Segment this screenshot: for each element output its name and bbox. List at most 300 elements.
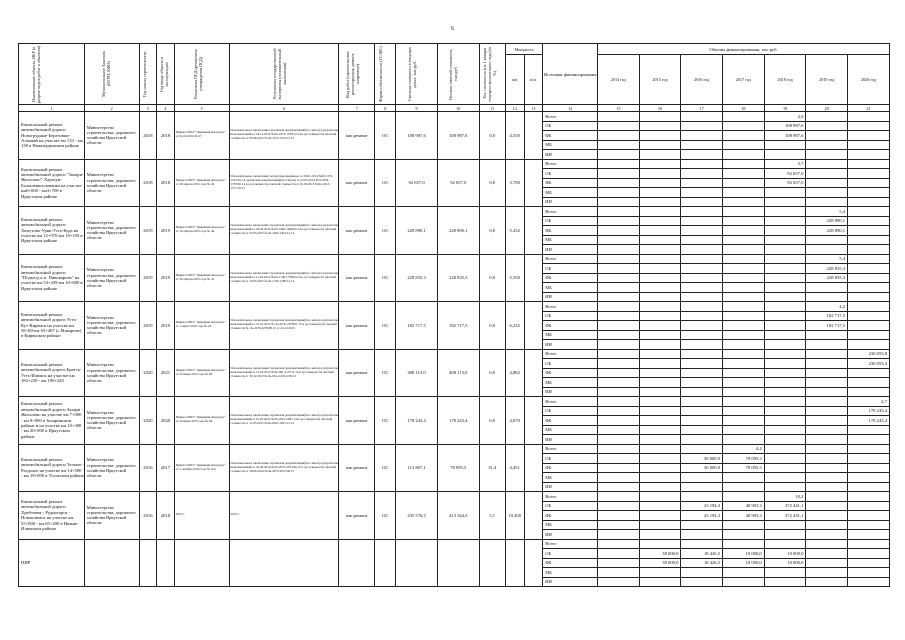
funding-value [764,368,806,378]
funding-value [806,454,848,464]
object-year-end: 2018 [157,159,175,207]
source-label: ФБ [543,178,598,188]
funding-value [723,321,765,331]
object-cap-km: 4,550 [505,112,524,160]
funding-value [848,444,890,454]
funding-value: 4,4 [723,444,765,454]
funding-value [681,416,723,426]
funding-value [764,463,806,473]
funding-value [848,425,890,435]
funding-value [639,207,681,217]
funding-value [639,435,681,445]
funding-value [723,330,765,340]
header-name: Наименование объекта, ИБР (в разрезе видов работ и объектов) [19,44,85,105]
object-row [19,397,890,407]
funding-value [723,368,765,378]
funding-value [598,349,640,359]
column-number: 1 [19,105,85,112]
funding-value [723,492,765,502]
object-year-start: 2020 [139,349,157,397]
object-remaining: 178 243,4 [437,397,479,445]
funding-value [639,406,681,416]
header-year-start: Год начала строительства [139,44,157,105]
source-label: ОБ [543,454,598,464]
funding-value [598,492,640,502]
funding-value [639,492,681,502]
funding-value [806,577,848,587]
object-cap-pm [524,492,543,540]
object-estimate: 228 890,1 [396,207,438,255]
funding-value [639,188,681,198]
funding-value [681,340,723,350]
funding-value [806,330,848,340]
funding-value: 5,4 [806,207,848,217]
funding-value [681,216,723,226]
object-work-type: кап.ремонт [339,492,375,540]
funding-value [806,159,848,169]
object-cap-km: 4,670 [505,397,524,445]
funding-value [764,216,806,226]
object-year-end: 2019 [157,254,175,302]
funding-value [764,292,806,302]
funding-value [639,444,681,454]
funding-value [806,340,848,350]
funding-value: 92 657,0 [764,178,806,188]
object-cap-km: 4,882 [505,349,524,397]
funding-value [639,368,681,378]
funding-value [681,577,723,587]
header-year-2014: 2014 год [598,55,640,105]
object-customer: Министерство строительства, дорожного хозяйства Иркутской области [84,444,139,492]
funding-value [681,568,723,578]
funding-value [848,226,890,236]
funding-value [806,235,848,245]
funding-value: 178 243,4 [848,406,890,416]
object-customer: Министерство строительства, дорожного хозяйства Иркутской области [84,349,139,397]
header-cap-pm: п.м. [524,55,543,105]
funding-value [723,577,765,587]
header-year-end: Год ввода объекта в эксплуатацию [157,44,175,105]
funding-value [639,178,681,188]
funding-value [639,454,681,464]
object-cap-km: 5,350 [505,254,524,302]
funding-value [764,397,806,407]
header-funding: Объемы финансирования, тыс.руб. [598,44,890,55]
column-number: 3 [139,105,157,112]
funding-value [639,245,681,255]
funding-value [764,425,806,435]
funding-value [723,482,765,492]
object-remaining: 228 890,1 [437,207,479,255]
funding-value [598,511,640,521]
funding-value [723,226,765,236]
source-label: ИИ [543,292,598,302]
object-year-end: 2017 [157,444,175,492]
header-year-2020: 2020 год [848,55,890,105]
funding-value [723,435,765,445]
funding-value [723,207,765,217]
funding-value [598,549,640,559]
funding-value [598,131,640,141]
funding-value [681,359,723,369]
funding-value [598,387,640,397]
funding-value [848,558,890,568]
funding-value [764,387,806,397]
source-label: Всего [543,254,598,264]
object-expertise: Положительное заключение: проектная документация(без сметы) и результаты инж.изысканий от 11.02.2014 №Ла-1740-1738/04.14 и достоверности сметной стоимости от 16.04.2015 №Ла-1740-1780/12.14 [229,254,339,302]
funding-value [681,311,723,321]
funding-value [598,150,640,160]
funding-value: 230 053,4 [848,359,890,369]
object-year-start: 2018 [139,159,157,207]
funding-value [848,568,890,578]
object-psd: 2016 г. [174,492,229,540]
source-label: ОБ [543,501,598,511]
funding-value [848,530,890,540]
source-label: ИИ [543,577,598,587]
funding-value [848,473,890,483]
funding-value [848,549,890,559]
object-psd: Приказ ОГКУ "Дирекция автодорог" от 28 апреля 2015 года № 43 [174,254,229,302]
object-form [375,539,396,587]
funding-value [848,121,890,131]
funding-value: 372 441,1 [764,511,806,521]
funding-value: 30 000,0 [681,454,723,464]
funding-value [848,321,890,331]
object-cap-pm [524,207,543,255]
header-year-2018: 2018 год [764,55,806,105]
object-estimate: 108 987,6 [396,112,438,160]
object-estimate: 435 576,5 [396,492,438,540]
source-label: ОБ [543,406,598,416]
object-year-end: 2019 [157,302,175,350]
funding-value: 228 890,1 [806,226,848,236]
funding-value [723,416,765,426]
funding-value [598,359,640,369]
funding-value [723,520,765,530]
funding-value [598,416,640,426]
object-form: ОС [375,349,396,397]
funding-value: 78 095,5 [723,454,765,464]
source-label: Всего [543,444,598,454]
funding-value [639,511,681,521]
funding-value [764,150,806,160]
funding-value [848,131,890,141]
funding-value [848,216,890,226]
funding-value [848,435,890,445]
object-cap-km: 3,700 [505,159,524,207]
funding-value [806,178,848,188]
object-row [19,349,890,359]
funding-value [723,387,765,397]
object-cap-km [505,539,524,587]
funding-value: 10 000,0 [723,549,765,559]
funding-value [764,435,806,445]
funding-value [639,264,681,274]
funding-value [598,530,640,540]
funding-value [764,378,806,388]
object-cap-pm [524,539,543,587]
object-readiness: 0,0 [479,302,505,350]
object-name: Капитальный ремонт автомобильной дороги Хомутово-Урик-Усть-Куда на участке км 12+970-км 18+100 в Иркутском районе [19,207,85,255]
funding-value: 228 890,1 [806,216,848,226]
header-year-2017: 2017 год [723,55,765,105]
object-readiness: 0,0 [479,254,505,302]
source-label: ИИ [543,340,598,350]
funding-value [848,539,890,549]
funding-value [639,340,681,350]
object-name: Капитальный ремонт автомобильной дороги Тельма-Раздолье на участке км 14+500 - км 19+000 в Усольском районе [19,444,85,492]
header-work-type: Вид работ (строительство, реконструкция, ремонт, капремонт) [339,44,375,105]
object-customer: Министерство строительства, дорожного хозяйства Иркутской области [84,112,139,160]
funding-value [848,235,890,245]
object-readiness: 0,0 [479,112,505,160]
funding-value [723,530,765,540]
object-expertise: Положительное заключение: проектная документация(без сметы) и результаты инж.изысканий от 24.12.2014 №Ла-1072-1458/12.14 и достоверности сметной стоимости от 05.08.2015 №Ла-1072-1501/12.15 [229,112,339,160]
funding-value [598,302,640,312]
funding-value [723,349,765,359]
funding-value [598,112,640,122]
object-form: ОС [375,112,396,160]
funding-value [639,169,681,179]
funding-value [639,197,681,207]
funding-value [806,368,848,378]
header-capacity: Мощность [505,44,542,55]
source-label: МБ [543,378,598,388]
funding-value [723,292,765,302]
source-label: МБ [543,188,598,198]
funding-value [806,492,848,502]
funding-value [723,340,765,350]
object-remaining: 182 717,5 [437,302,479,350]
object-year-start: 2016 [139,492,157,540]
object-customer: Министерство строительства, дорожного хозяйства Иркутской области [84,492,139,540]
funding-value [848,273,890,283]
object-row [19,539,890,549]
funding-value [598,397,640,407]
funding-value [848,302,890,312]
funding-value: 23 194,3 [681,501,723,511]
funding-value [639,121,681,131]
funding-value [598,340,640,350]
funding-value [598,121,640,131]
column-number: 13 [524,105,543,112]
funding-value [723,131,765,141]
source-label: Всего [543,539,598,549]
object-name: Капитальный ремонт автомобильной дороги Новогрудные-Березовки-Алзамай на участке км 133 - км 138 в Нижнеудинском районе [19,112,85,160]
object-name: Капитальный ремонт автомобильной дороги "Залари-Жигалово"-Харагун-Большевиголованка на участке км0+000 - км3+700 в Иркутском районе [19,159,85,207]
funding-value [806,292,848,302]
funding-value [806,387,848,397]
object-work-type: кап.ремонт [339,349,375,397]
source-label: МБ [543,330,598,340]
funding-value [598,425,640,435]
object-estimate: 178 243,4 [396,397,438,445]
object-estimate: 113 867,1 [396,444,438,492]
source-label: ИИ [543,482,598,492]
object-customer [84,539,139,587]
funding-value [848,264,890,274]
funding-value: 372 441,1 [764,501,806,511]
source-label: ФБ [543,321,598,331]
object-cap-pm [524,159,543,207]
funding-value [848,197,890,207]
funding-value [681,159,723,169]
object-form: ОС [375,159,396,207]
object-remaining: 413 344,3 [437,492,479,540]
funding-value: 108 987,6 [764,121,806,131]
funding-value [764,311,806,321]
funding-value [598,473,640,483]
funding-value [639,416,681,426]
object-row [19,112,890,122]
funding-value [764,568,806,578]
object-cap-km: 10,200 [505,492,524,540]
column-number: 15 [598,105,640,112]
funding-value [598,169,640,179]
funding-value [681,254,723,264]
funding-value [598,311,640,321]
object-psd: Приказ ОГКУ "Дирекция автодорог" от 01.02.2016 № 67 [174,112,229,160]
funding-value [723,112,765,122]
funding-value [639,520,681,530]
funding-value [764,473,806,483]
funding-value [723,425,765,435]
column-number: 12 [505,105,524,112]
object-name: ПИР [19,539,85,587]
funding-value: 182 717,5 [806,321,848,331]
funding-value [848,454,890,464]
funding-value [598,501,640,511]
object-year-end: 2019 [157,207,175,255]
funding-value [764,406,806,416]
source-label: МБ [543,425,598,435]
source-label: ФБ [543,226,598,236]
funding-value [598,207,640,217]
object-expertise: Положительное заключение: проектная документация(без сметы) и результаты инж.изысканий от 03.02.2014 №Ла-1600-1668/02.14 и достоверности сметной стоимости от 02.03.2015 №Ла-1600-1491/12.14 [229,207,339,255]
source-label: ОБ [543,121,598,131]
funding-value [681,425,723,435]
funding-value [639,150,681,160]
funding-value [848,207,890,217]
funding-value [681,207,723,217]
object-name: Капитальный ремонт автомобильной дороги Залари - Жигалово на участке км 7+000 - км 8+000 в Заларинском районе и на участке км 10+300 - км 20+000 в Иркутском районе [19,397,85,445]
object-year-end: 2021 [157,349,175,397]
funding-value [848,245,890,255]
source-label: ИИ [543,435,598,445]
funding-value [723,283,765,293]
funding-value [723,302,765,312]
funding-value [848,577,890,587]
funding-value [764,444,806,454]
funding-value [848,463,890,473]
funding-value [848,368,890,378]
funding-value [723,568,765,578]
funding-value [598,520,640,530]
funding-value [723,264,765,274]
funding-value [764,482,806,492]
funding-value [639,568,681,578]
object-cap-pm [524,254,543,302]
object-form: ОС [375,302,396,350]
funding-value [681,121,723,131]
object-year-end: 2020 [157,397,175,445]
object-cap-km: 5,432 [505,207,524,255]
page-number: 6 [451,26,454,32]
source-label: МБ [543,140,598,150]
funding-value [598,254,640,264]
funding-value [764,530,806,540]
funding-value [806,549,848,559]
column-number: 18 [723,105,765,112]
funding-value [598,435,640,445]
funding-value [598,444,640,454]
funding-value [598,577,640,587]
column-number: 14 [543,105,598,112]
funding-value [681,492,723,502]
funding-value: 3,7 [764,159,806,169]
funding-value [764,539,806,549]
funding-value [598,330,640,340]
column-number: 19 [764,105,806,112]
funding-value [764,207,806,217]
object-form: ОС [375,397,396,445]
funding-value: 10 000,0 [764,549,806,559]
funding-value [723,216,765,226]
column-number: 16 [639,105,681,112]
source-label: ОБ [543,216,598,226]
funding-value [806,188,848,198]
header-remaining: Остаток сметной стоимости, тыс.руб. [437,44,479,105]
funding-value [723,245,765,255]
funding-value [598,321,640,331]
funding-value [639,378,681,388]
funding-value [598,273,640,283]
object-cap-km: 4,451 [505,444,524,492]
funding-value [639,397,681,407]
funding-value [723,539,765,549]
object-expertise: Положительное заключение: проектная документация(без сметы) и результаты инж.изысканий от 12.03.2013 №Ла-091-2-05/11.13 и достоверности сметной стоимости от 30.12.2013 №Ла-091-2-0/011/09.13 [229,349,339,397]
funding-value [681,539,723,549]
funding-value [806,568,848,578]
funding-value: 10 000,0 [764,558,806,568]
funding-value [598,539,640,549]
funding-value [639,330,681,340]
funding-value [723,140,765,150]
object-psd: Приказ ОГКУ "Дирекция автодорог" от 1 марта 2016 года № 22 [174,302,229,350]
object-cap-pm [524,397,543,445]
source-label: Всего [543,207,598,217]
object-year-start: 2019 [139,302,157,350]
funding-value [806,121,848,131]
funding-value [639,539,681,549]
funding-value: 38 000,0 [639,558,681,568]
object-work-type: кап.ремонт [339,254,375,302]
funding-value [806,435,848,445]
funding-value [681,235,723,245]
funding-value [681,482,723,492]
object-readiness: 5,1 [479,492,505,540]
source-label: Всего [543,492,598,502]
header-cap-km: км [505,55,524,105]
column-number: 4 [157,105,175,112]
funding-value [681,349,723,359]
object-row [19,254,890,264]
object-work-type: кап.ремонт [339,444,375,492]
object-remaining: 408 113,0 [437,349,479,397]
source-label: Всего [543,397,598,407]
object-readiness: 0,0 [479,159,505,207]
